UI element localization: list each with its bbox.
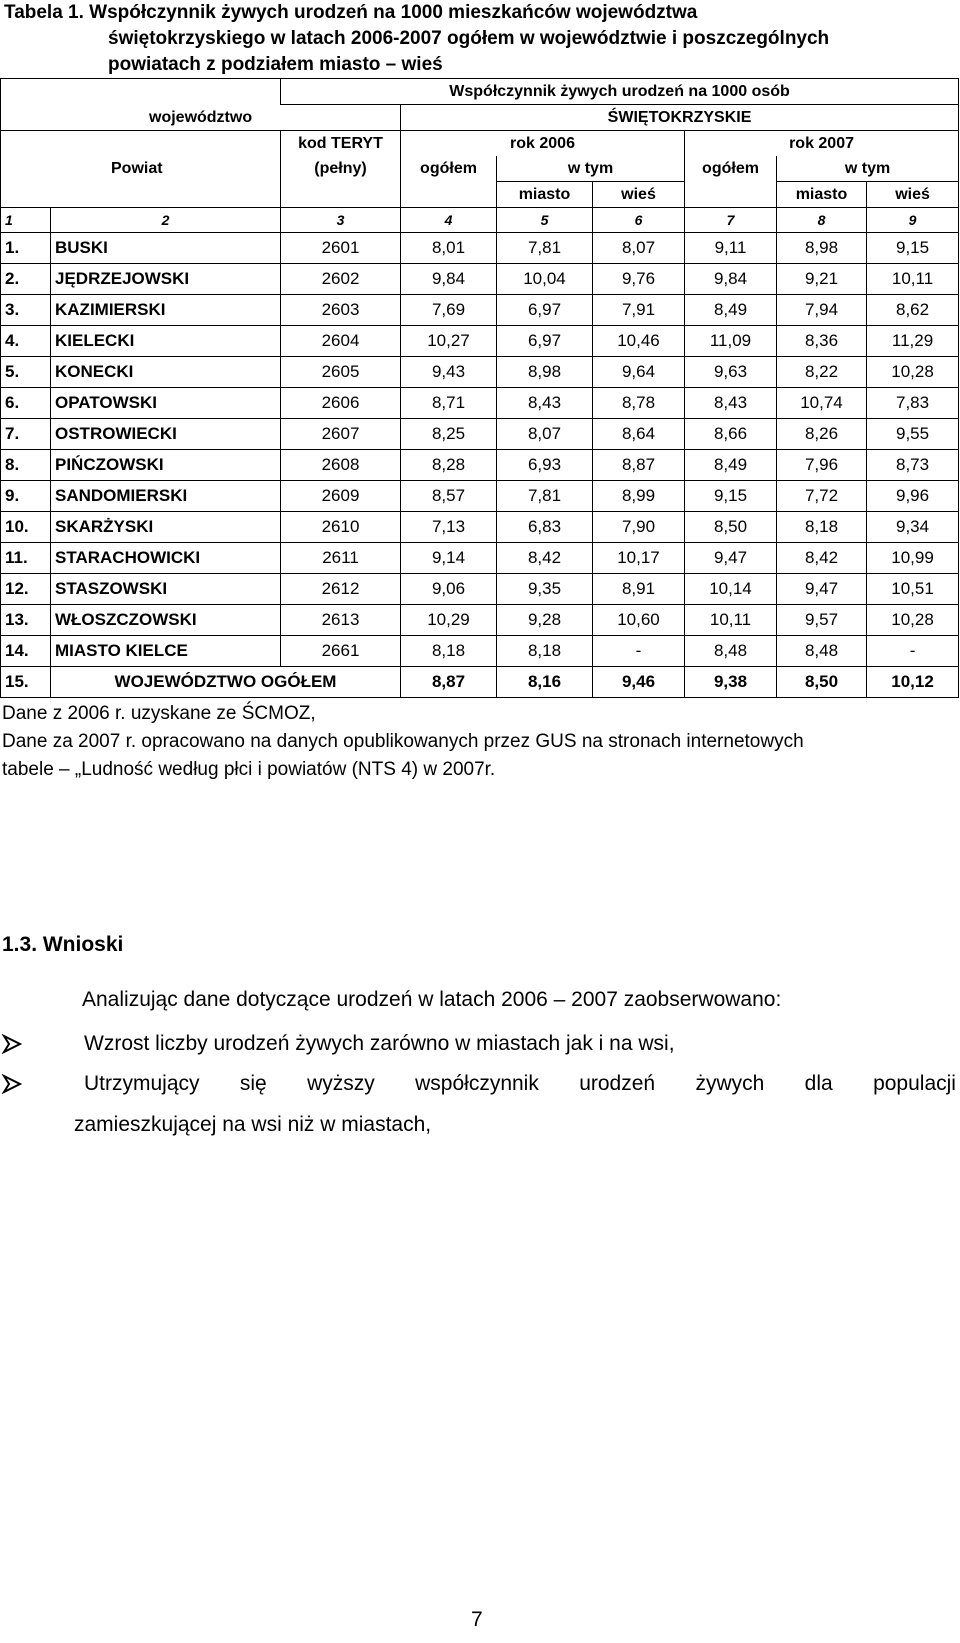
rate-value: 8,16 — [497, 667, 593, 698]
rate-value: 8,25 — [401, 419, 497, 450]
row-number: 7. — [1, 419, 51, 450]
teryt-label: kod TERYT — [281, 131, 401, 157]
rate-value: 9,64 — [593, 357, 685, 388]
rate-value: 9,76 — [593, 264, 685, 295]
row-number: 6. — [1, 388, 51, 419]
rate-value: 9,84 — [401, 264, 497, 295]
rate-value: 8,36 — [777, 326, 867, 357]
teryt-code: 2611 — [281, 543, 401, 574]
rate-value: 8,48 — [685, 636, 777, 667]
county-name: JĘDRZEJOWSKI — [51, 264, 281, 295]
column-number: 1 — [1, 208, 51, 233]
rate-value: 6,97 — [497, 326, 593, 357]
rate-value: 9,35 — [497, 574, 593, 605]
rate-value: 8,49 — [685, 295, 777, 326]
rate-value: 8,73 — [867, 450, 959, 481]
teryt-code: 2610 — [281, 512, 401, 543]
total-2006-label: ogółem — [401, 156, 497, 182]
rate-value: 7,96 — [777, 450, 867, 481]
rate-value: 9,55 — [867, 419, 959, 450]
rate-value: 8,64 — [593, 419, 685, 450]
rate-value: 9,28 — [497, 605, 593, 636]
column-number: 5 — [497, 208, 593, 233]
rate-value: 10,28 — [867, 605, 959, 636]
column-number: 9 — [867, 208, 959, 233]
rate-value: 7,90 — [593, 512, 685, 543]
rate-value: - — [867, 636, 959, 667]
birth-rate-table — [0, 78, 959, 698]
county-name: KAZIMIERSKI — [51, 295, 281, 326]
row-number: 13. — [1, 605, 51, 636]
header-main: Współczynnik żywych urodzeń na 1000 osób — [281, 79, 959, 105]
column-number: 7 — [685, 208, 777, 233]
column-number: 8 — [777, 208, 867, 233]
column-number: 3 — [281, 208, 401, 233]
rate-value: 8,98 — [777, 233, 867, 264]
table-row — [1, 233, 959, 264]
rate-value: 6,97 — [497, 295, 593, 326]
rate-value: 10,46 — [593, 326, 685, 357]
rate-value: 9,38 — [685, 667, 777, 698]
village-2007-label: wieś — [867, 182, 959, 208]
county-name: BUSKI — [51, 233, 281, 264]
teryt-code: 2603 — [281, 295, 401, 326]
rate-value: 8,42 — [777, 543, 867, 574]
rate-value: 10,27 — [401, 326, 497, 357]
row-number: 4. — [1, 326, 51, 357]
column-number: 6 — [593, 208, 685, 233]
rate-value: 7,81 — [497, 233, 593, 264]
teryt-label-sub: (pełny) — [281, 156, 401, 182]
teryt-code: 2606 — [281, 388, 401, 419]
rate-value: 8,50 — [777, 667, 867, 698]
teryt-code: 2613 — [281, 605, 401, 636]
row-number: 8. — [1, 450, 51, 481]
table-row — [1, 450, 959, 481]
rate-value: 9,46 — [593, 667, 685, 698]
teryt-code: 2602 — [281, 264, 401, 295]
table-row — [1, 605, 959, 636]
rate-value: 7,91 — [593, 295, 685, 326]
rate-value: 7,94 — [777, 295, 867, 326]
rate-value: 9,96 — [867, 481, 959, 512]
county-name: WOJEWÓDZTWO OGÓŁEM — [51, 667, 401, 698]
row-number: 10. — [1, 512, 51, 543]
teryt-code: 2608 — [281, 450, 401, 481]
rate-value: 10,04 — [497, 264, 593, 295]
bullet-1-text: Wzrost liczby urodzeń żywych zarówno w miastach jak i na wsi, — [84, 1032, 675, 1055]
county-name: PIŃCZOWSKI — [51, 450, 281, 481]
column-number: 2 — [51, 208, 281, 233]
rate-value: 10,12 — [867, 667, 959, 698]
rate-value: 8,71 — [401, 388, 497, 419]
rate-value: 8,18 — [497, 636, 593, 667]
note-line-3: tabele – „Ludność według płci i powiatów (NTS 4) w 2007r. — [2, 759, 496, 780]
teryt-code: 2609 — [281, 481, 401, 512]
section-title: 1.3. Wnioski — [2, 933, 124, 956]
rate-value: 9,34 — [867, 512, 959, 543]
rate-value: 8,87 — [401, 667, 497, 698]
rate-value: 8,57 — [401, 481, 497, 512]
bullet-2-word: wyższy — [307, 1072, 375, 1095]
city-2007-label: miasto — [777, 182, 867, 208]
rate-value: 10,99 — [867, 543, 959, 574]
rate-value: 10,17 — [593, 543, 685, 574]
rate-value: 9,06 — [401, 574, 497, 605]
year-2007-label: rok 2007 — [685, 131, 959, 157]
county-name: OPATOWSKI — [51, 388, 281, 419]
arrow-bullet-icon — [2, 1072, 24, 1096]
rate-value: 7,72 — [777, 481, 867, 512]
bullet-2-word: współczynnik — [415, 1072, 539, 1095]
rate-value: 10,29 — [401, 605, 497, 636]
rate-value: 8,50 — [685, 512, 777, 543]
total-2007-label: ogółem — [685, 156, 777, 182]
rate-value: 8,01 — [401, 233, 497, 264]
rate-value: 8,62 — [867, 295, 959, 326]
rate-value: 9,57 — [777, 605, 867, 636]
rate-value: 8,66 — [685, 419, 777, 450]
rate-value: 11,09 — [685, 326, 777, 357]
rate-value: 8,87 — [593, 450, 685, 481]
caption-line-1: Tabela 1. Współczynnik żywych urodzeń na 1000 mieszkańców województwa — [4, 2, 698, 23]
rate-value: 10,74 — [777, 388, 867, 419]
rate-value: 6,83 — [497, 512, 593, 543]
table-row — [1, 543, 959, 574]
county-name: KONECKI — [51, 357, 281, 388]
row-number: 1. — [1, 233, 51, 264]
teryt-code: 2604 — [281, 326, 401, 357]
incl-2006-label: w tym — [497, 156, 685, 182]
rate-value: 10,51 — [867, 574, 959, 605]
table-notes — [2, 700, 958, 784]
rate-value: 8,78 — [593, 388, 685, 419]
rate-value: 8,91 — [593, 574, 685, 605]
rate-value: 9,84 — [685, 264, 777, 295]
rate-value: 9,21 — [777, 264, 867, 295]
note-line-2: Dane za 2007 r. opracowano na danych opublikowanych przez GUS na stronach internetowych — [2, 731, 804, 752]
rate-value: 9,15 — [685, 481, 777, 512]
county-name: SKARŻYSKI — [51, 512, 281, 543]
row-number: 15. — [1, 667, 51, 698]
wojewodztwo-label: województwo — [1, 105, 401, 131]
rate-value: 8,42 — [497, 543, 593, 574]
table-row — [1, 574, 959, 605]
table-row — [1, 295, 959, 326]
bullet-2-word: populacji — [873, 1072, 956, 1095]
rate-value: 10,11 — [685, 605, 777, 636]
caption-line-3: powiatach z podziałem miasto – wieś — [108, 54, 443, 75]
county-name: STARACHOWICKI — [51, 543, 281, 574]
table-row — [1, 326, 959, 357]
rate-value: 10,60 — [593, 605, 685, 636]
rate-value: 7,83 — [867, 388, 959, 419]
section-intro: Analizując dane dotyczące urodzeń w latach 2006 – 2007 zaobserwowano: — [82, 988, 782, 1011]
bullet-2-word: żywych — [695, 1072, 765, 1095]
rate-value: 8,98 — [497, 357, 593, 388]
rate-value: 6,93 — [497, 450, 593, 481]
rate-value: 9,43 — [401, 357, 497, 388]
teryt-code: 2607 — [281, 419, 401, 450]
rate-value: 8,48 — [777, 636, 867, 667]
county-name: MIASTO KIELCE — [51, 636, 281, 667]
rate-value: 8,18 — [401, 636, 497, 667]
wojewodztwo-value: ŚWIĘTOKRZYSKIE — [401, 105, 959, 131]
rate-value: 9,11 — [685, 233, 777, 264]
table-row — [1, 388, 959, 419]
row-number: 2. — [1, 264, 51, 295]
page-number: 7 — [471, 1608, 483, 1631]
bullet-2-word: dla — [804, 1072, 833, 1095]
rate-value: 9,15 — [867, 233, 959, 264]
county-name: WŁOSZCZOWSKI — [51, 605, 281, 636]
summary-row — [1, 667, 959, 698]
table-row — [1, 264, 959, 295]
rate-value: 9,63 — [685, 357, 777, 388]
table-row — [1, 481, 959, 512]
rate-value: 8,07 — [497, 419, 593, 450]
rate-value: 9,47 — [777, 574, 867, 605]
rate-value: 11,29 — [867, 326, 959, 357]
rate-value: 9,47 — [685, 543, 777, 574]
table-caption — [4, 0, 954, 78]
table-row — [1, 419, 959, 450]
rate-value: 8,18 — [777, 512, 867, 543]
rate-value: 7,13 — [401, 512, 497, 543]
rate-value: 10,14 — [685, 574, 777, 605]
rate-value: 8,99 — [593, 481, 685, 512]
county-name: STASZOWSKI — [51, 574, 281, 605]
table-row — [1, 512, 959, 543]
bullet-2-text — [84, 1072, 956, 1096]
incl-2007-label: w tym — [777, 156, 959, 182]
rate-value: 8,07 — [593, 233, 685, 264]
row-number: 5. — [1, 357, 51, 388]
rate-value: 9,14 — [401, 543, 497, 574]
teryt-code: 2612 — [281, 574, 401, 605]
arrow-bullet-icon — [2, 1032, 24, 1056]
row-number: 14. — [1, 636, 51, 667]
city-2006-label: miasto — [497, 182, 593, 208]
table-row — [1, 636, 959, 667]
column-numbers-row — [1, 208, 959, 233]
rate-value: 10,28 — [867, 357, 959, 388]
bullet-2-word: się — [239, 1072, 267, 1095]
rate-value: 8,43 — [685, 388, 777, 419]
village-2006-label: wieś — [593, 182, 685, 208]
bullet-2-word: urodzeń — [579, 1072, 656, 1095]
bullet-2-continuation: zamieszkującej na wsi niż w miastach, — [74, 1113, 432, 1136]
rate-value: 8,26 — [777, 419, 867, 450]
rate-value: 7,69 — [401, 295, 497, 326]
teryt-code: 2661 — [281, 636, 401, 667]
row-number: 12. — [1, 574, 51, 605]
rate-value: 7,81 — [497, 481, 593, 512]
teryt-code: 2601 — [281, 233, 401, 264]
row-number: 3. — [1, 295, 51, 326]
rate-value: 8,43 — [497, 388, 593, 419]
rate-value: 10,11 — [867, 264, 959, 295]
county-name: KIELECKI — [51, 326, 281, 357]
caption-line-2: świętokrzyskiego w latach 2006-2007 ogółem w województwie i poszczególnych — [108, 28, 830, 49]
rate-value: - — [593, 636, 685, 667]
teryt-code: 2605 — [281, 357, 401, 388]
year-2006-label: rok 2006 — [401, 131, 685, 157]
note-line-1: Dane z 2006 r. uzyskane ze ŚCMOZ, — [2, 703, 316, 724]
rate-value: 8,49 — [685, 450, 777, 481]
county-name: SANDOMIERSKI — [51, 481, 281, 512]
rate-value: 8,28 — [401, 450, 497, 481]
row-number: 11. — [1, 543, 51, 574]
county-name: OSTROWIECKI — [51, 419, 281, 450]
row-number: 9. — [1, 481, 51, 512]
column-number: 4 — [401, 208, 497, 233]
bullet-2-word: Utrzymujący — [84, 1072, 200, 1095]
powiat-label: Powiat — [1, 131, 281, 208]
rate-value: 8,22 — [777, 357, 867, 388]
table-row — [1, 357, 959, 388]
